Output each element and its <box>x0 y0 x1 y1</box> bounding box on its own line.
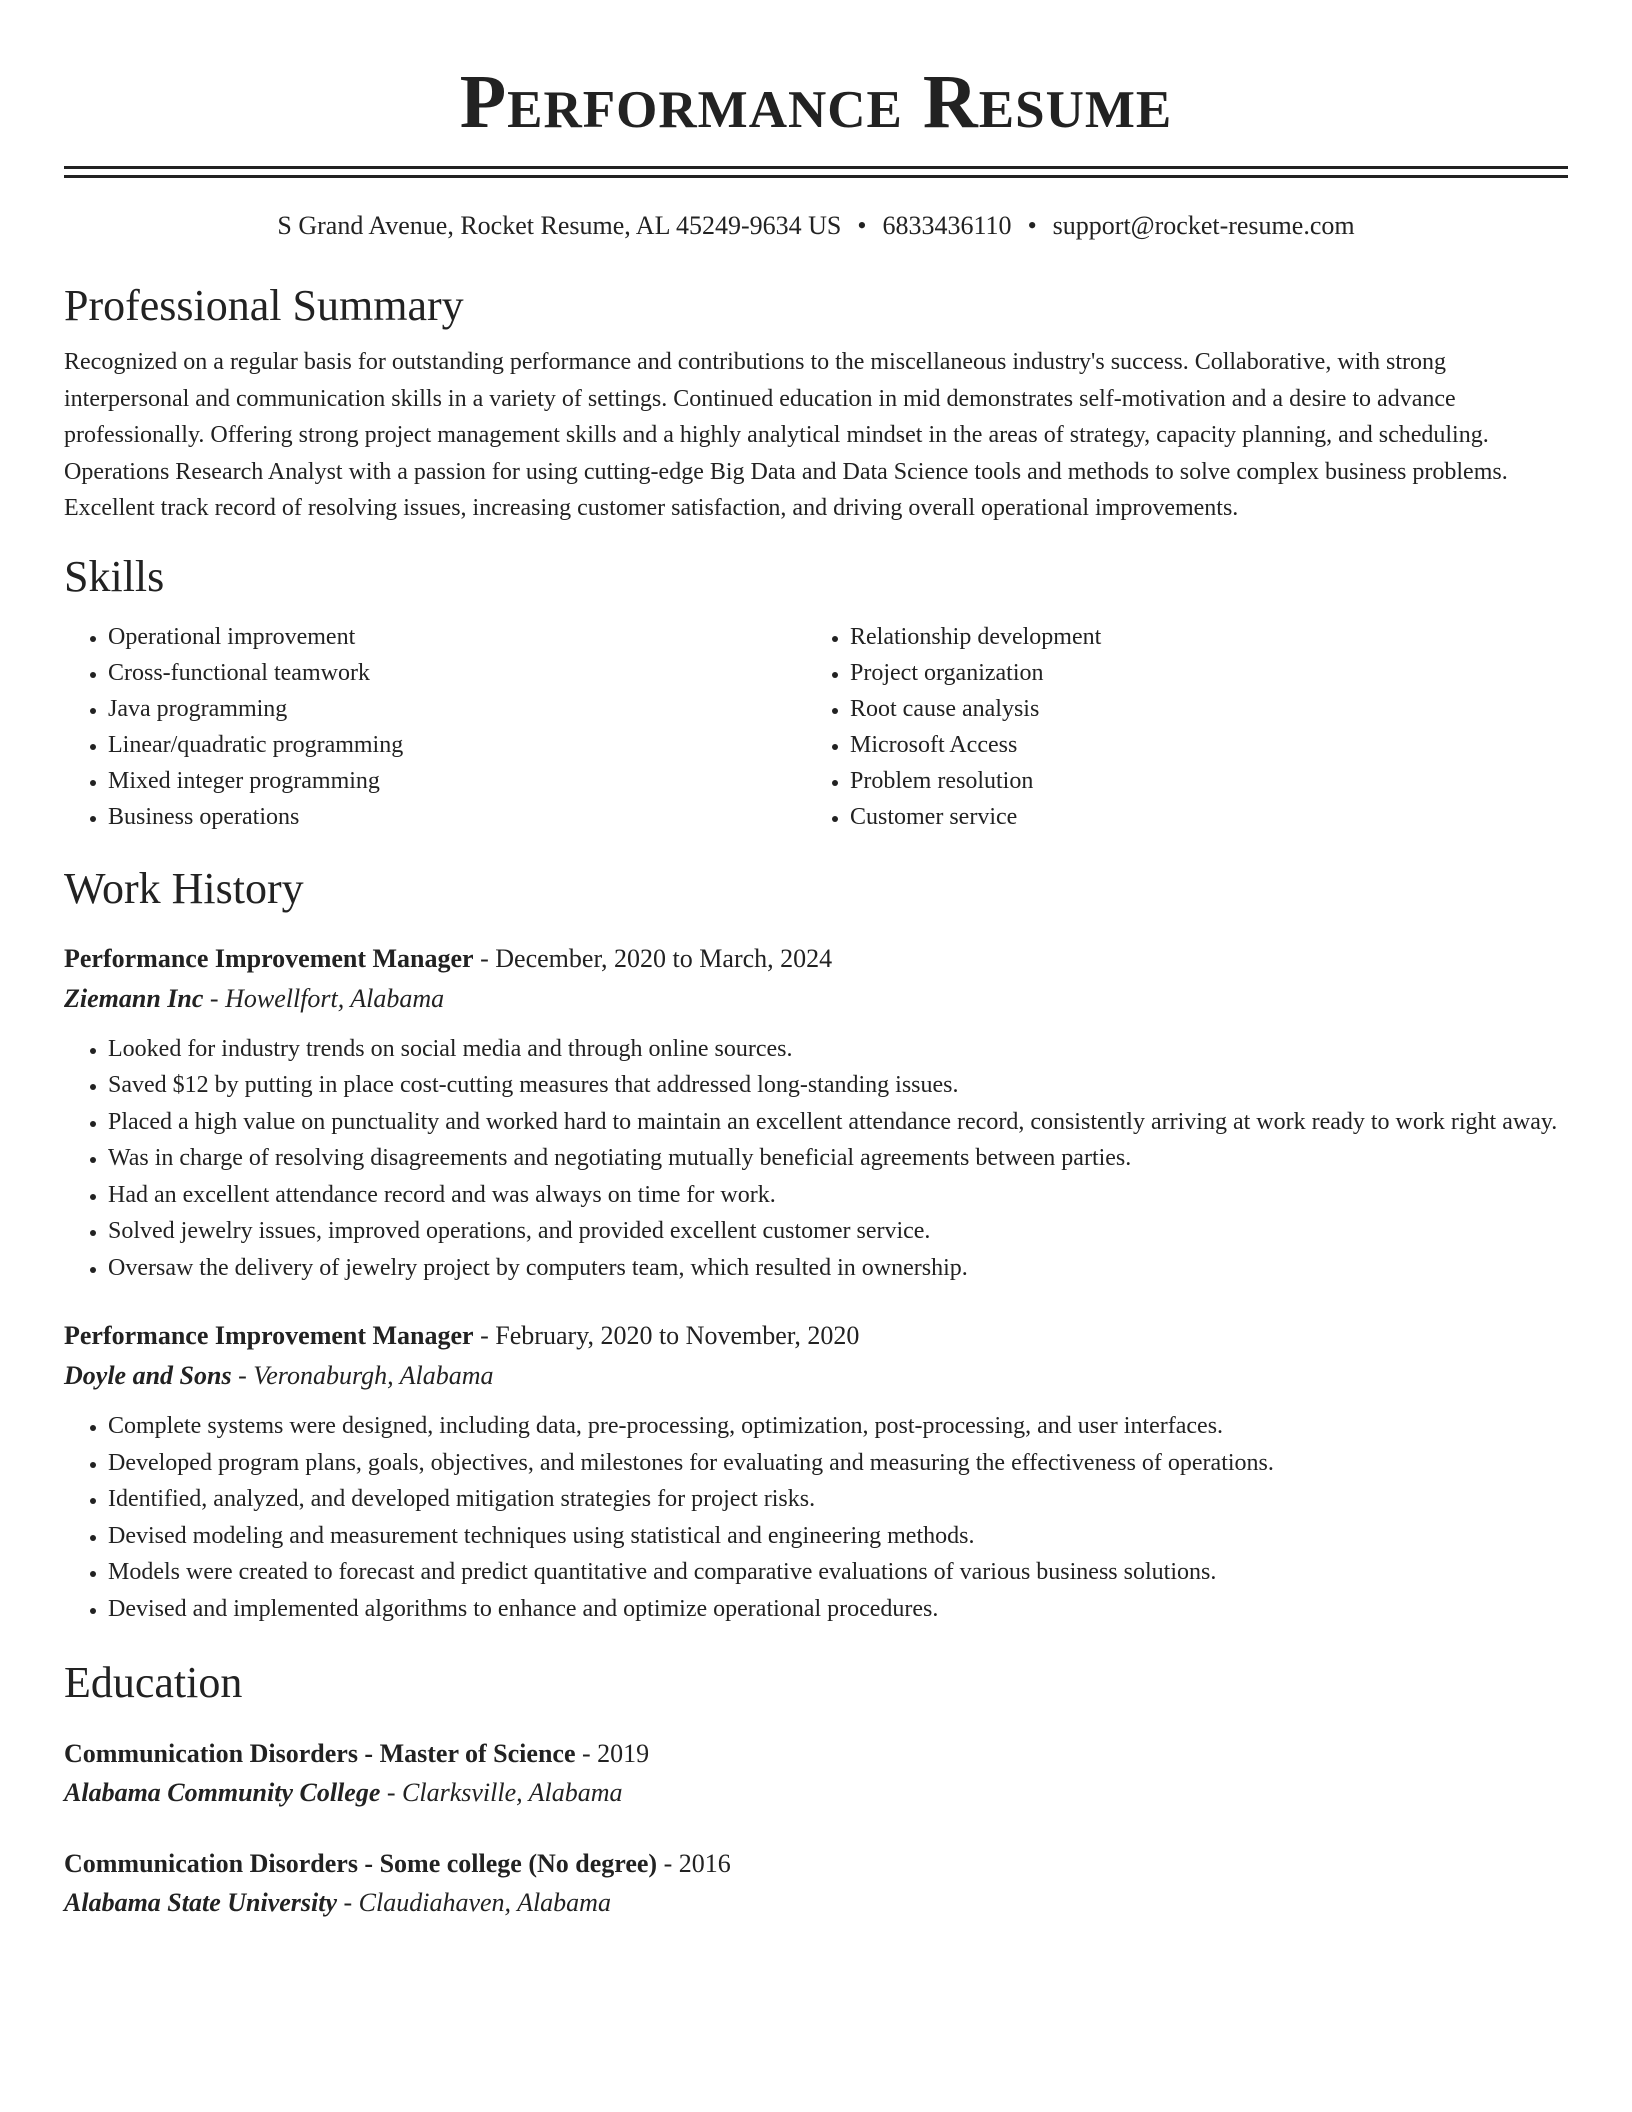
job-location: Veronaburgh, Alabama <box>253 1361 494 1390</box>
job-header <box>64 1316 1568 1356</box>
skills-column-left <box>64 619 806 835</box>
contact-phone: 6833436110 <box>882 211 1012 240</box>
job-entry <box>64 1316 1568 1627</box>
job-company-line <box>64 979 1568 1019</box>
skills-column-right <box>806 619 1548 835</box>
duty-item: • Had an excellent attendance record and was always on time for work. <box>108 1177 1568 1214</box>
skill-item: • Linear/quadratic programming <box>108 727 806 763</box>
contact-address: S Grand Avenue, Rocket Resume, AL 45249-9634 US <box>277 211 842 240</box>
skill-item: • Problem resolution <box>850 763 1548 799</box>
education-heading: Education <box>64 1658 243 1707</box>
job-duties <box>64 1031 1568 1287</box>
education-school-line <box>64 1883 1568 1923</box>
skill-item: • Cross-functional teamwork <box>108 655 806 691</box>
skill-item: • Microsoft Access <box>850 727 1548 763</box>
job-role: Performance Improvement Manager <box>64 943 474 973</box>
education-year: 2016 <box>678 1849 731 1878</box>
duty-item: • Devised and implemented algorithms to enhance and optimize operational procedures. <box>108 1591 1568 1628</box>
education-header <box>64 1735 1568 1773</box>
job-company: Ziemann Inc <box>64 983 204 1013</box>
skills-heading: Skills <box>64 551 165 601</box>
summary-text: Recognized on a regular basis for outstanding performance and contributions to the miscellaneous industry's success. Collaborative, with strong interpersonal and communication skills in a variety of settings. Continued education in mid demonstrates self-motivation and a desire to advance professionally. Offering strong project management skills and a highly analytical mindset in the areas of strategy, capacity planning, and scheduling. Operations Research Analyst with a passion for using cutting-edge Big Data and Data Science tools and methods to solve complex business problems. Excellent track record of resolving issues, increasing customer satisfaction, and driving overall operational improvements. <box>64 349 1508 521</box>
education-entry <box>64 1845 1568 1923</box>
job-location: Howellfort, Alabama <box>225 983 445 1013</box>
job-dates: February, 2020 to November, 2020 <box>495 1321 860 1350</box>
job-entry <box>64 939 1568 1287</box>
resume-name: Performance Resume <box>459 60 1173 144</box>
duty-item: • Solved jewelry issues, improved operations, and provided excellent customer service. <box>108 1213 1568 1250</box>
education-degree: Communication Disorders - Some college (No degree) <box>64 1849 658 1878</box>
duty-item: • Devised modeling and measurement techniques using statistical and engineering methods. <box>108 1518 1568 1555</box>
job-dates: December, 2020 to March, 2024 <box>495 943 833 973</box>
skill-item: • Java programming <box>108 691 806 727</box>
contact-line <box>64 208 1568 244</box>
education-school: Alabama State University <box>64 1888 337 1917</box>
summary-heading: Professional Summary <box>64 281 464 330</box>
duty-item: • Looked for industry trends on social media and through online sources. <box>108 1031 1568 1068</box>
contact-email: support@rocket-resume.com <box>1052 211 1355 240</box>
job-dash: - <box>480 943 489 973</box>
skill-item: • Project organization <box>850 655 1548 691</box>
education-dash: - <box>386 1778 396 1807</box>
skill-item: • Operational improvement <box>108 619 806 655</box>
education-dash: - <box>343 1888 353 1917</box>
job-company-line <box>64 1356 1568 1396</box>
education-dash: - <box>663 1849 673 1878</box>
education-dash: - <box>581 1739 591 1768</box>
education-header <box>64 1845 1568 1883</box>
job-role: Performance Improvement Manager <box>64 1321 474 1350</box>
job-duties <box>64 1408 1568 1627</box>
job-dash: - <box>480 1321 489 1350</box>
header-divider-thick <box>64 166 1568 169</box>
duty-item: • Oversaw the delivery of jewelry project by computers team, which resulted in ownership. <box>108 1250 1568 1287</box>
education-year: 2019 <box>597 1739 650 1768</box>
skill-item: • Business operations <box>108 799 806 835</box>
skill-item: • Mixed integer programming <box>108 763 806 799</box>
education-location: Clarksville, Alabama <box>402 1778 623 1807</box>
duty-item: • Developed program plans, goals, objectives, and milestones for evaluating and measuring the effectiveness of operations. <box>108 1445 1568 1482</box>
skills-grid <box>64 619 1568 835</box>
education-location: Claudiahaven, Alabama <box>358 1888 611 1917</box>
education-school: Alabama Community College <box>64 1778 381 1807</box>
contact-separator: • <box>857 211 867 240</box>
job-dash: - <box>238 1361 247 1390</box>
duty-item: • Complete systems were designed, including data, pre-processing, optimization, post-processing, and user interfaces. <box>108 1408 1568 1445</box>
skill-item: • Customer service <box>850 799 1548 835</box>
education-school-line <box>64 1773 1568 1813</box>
education-degree: Communication Disorders - Master of Science <box>64 1739 576 1768</box>
work-history-heading: Work History <box>64 863 304 913</box>
skill-item: • Root cause analysis <box>850 691 1548 727</box>
education-entry <box>64 1735 1568 1813</box>
header-divider-thin <box>64 175 1568 178</box>
duty-item: • Was in charge of resolving disagreements and negotiating mutually beneficial agreements between parties. <box>108 1140 1568 1177</box>
job-dash: - <box>209 983 219 1013</box>
duty-item: • Saved $12 by putting in place cost-cutting measures that addressed long-standing issues. <box>108 1067 1568 1104</box>
contact-separator: • <box>1027 211 1037 240</box>
duty-item: • Identified, analyzed, and developed mitigation strategies for project risks. <box>108 1481 1568 1518</box>
duty-item: • Placed a high value on punctuality and worked hard to maintain an excellent attendance record, consistently arriving at work ready to work right away. <box>108 1104 1568 1141</box>
skill-item: • Relationship development <box>850 619 1548 655</box>
job-header <box>64 939 1568 979</box>
job-company: Doyle and Sons <box>64 1361 232 1390</box>
duty-item: • Models were created to forecast and predict quantitative and comparative evaluations of various business solutions. <box>108 1554 1568 1591</box>
